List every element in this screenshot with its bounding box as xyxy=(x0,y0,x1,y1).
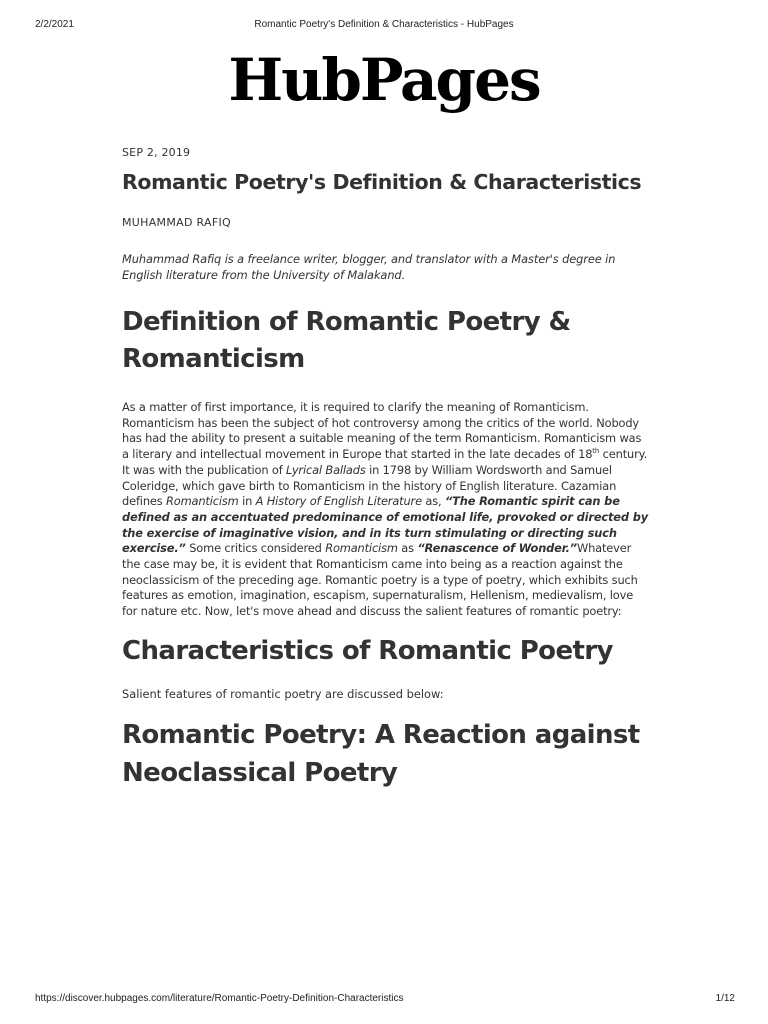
superscript: th xyxy=(592,447,600,456)
section-heading-definition: Definition of Romantic Poetry & Romanticism xyxy=(122,307,571,374)
quote: “The Romantic spirit can be defined as an accentuated predominance of emotional life, provoked or directed by the exercise of imaginative vision, and in its turn stimulating or directing such exercise.” xyxy=(122,494,648,556)
section-heading-reaction: Romantic Poetry: A Reaction against Neoclassical Poetry xyxy=(122,719,640,788)
book-title: Lyrical Ballads xyxy=(286,462,366,477)
print-page-number: 1/12 xyxy=(715,993,735,1004)
print-url[interactable]: https://discover.hubpages.com/literature/Romantic-Poetry-Definition-Characteristics xyxy=(35,993,404,1004)
text-run: As a matter of first importance, it is required to clarify the meaning of Romanticism. Romanticism has been the subject of hot controversy among the critics of the world. Nobody has had the ability to present a suitable meaning of the term Romanticism. Romanticism was a literary and intellectual movement in Europe that started in the late decades of 18 xyxy=(122,400,642,462)
article-date: SEP 2, 2019 xyxy=(122,146,191,159)
characteristics-intro: Salient features of romantic poetry are discussed below: xyxy=(122,686,444,701)
quote: “Renascence of Wonder.” xyxy=(417,541,577,556)
term: Romanticism xyxy=(166,494,239,509)
hubpages-logo[interactable]: HubPages xyxy=(228,46,540,114)
text-run: in 1798 by William Wordsworth and Samuel Coleridge, which gave birth to Romanticism in the history of English literature. Cazamian defines xyxy=(122,462,617,509)
definition-paragraph xyxy=(122,400,650,620)
text-run: as xyxy=(397,541,418,556)
article xyxy=(122,146,650,792)
author-bio: Muhammad Rafiq is a freelance writer, blogger, and translator with a Master's degree in English literature from the University of Malakand. xyxy=(122,252,616,282)
text-run: in xyxy=(238,494,256,509)
text-run: century. It was with the publication of xyxy=(122,447,648,477)
text-run: as, xyxy=(421,494,445,509)
term: Romanticism xyxy=(325,541,398,556)
text-run: Whatever the case may be, it is evident that Romanticism came into being as a reaction against the neoclassicism of the preceding age. Romantic poetry is a type of poetry, which exhibits such features as emotion, imagination, escapism, supernaturalism, Hellenism, medievalism, love for nature etc. Now, let's move ahead and discuss the salient features of romantic poetry: xyxy=(122,541,638,619)
print-date: 2/2/2021 xyxy=(35,19,74,30)
author-name[interactable]: MUHAMMAD RAFIQ xyxy=(122,216,231,229)
print-page-title: Romantic Poetry's Definition & Characteristics - HubPages xyxy=(254,19,514,30)
section-heading-characteristics: Characteristics of Romantic Poetry xyxy=(122,635,613,666)
book-title: A History of English Literature xyxy=(255,494,422,509)
text-run: Some critics considered xyxy=(185,541,326,556)
article-title: Romantic Poetry's Definition & Characteristics xyxy=(122,170,642,194)
